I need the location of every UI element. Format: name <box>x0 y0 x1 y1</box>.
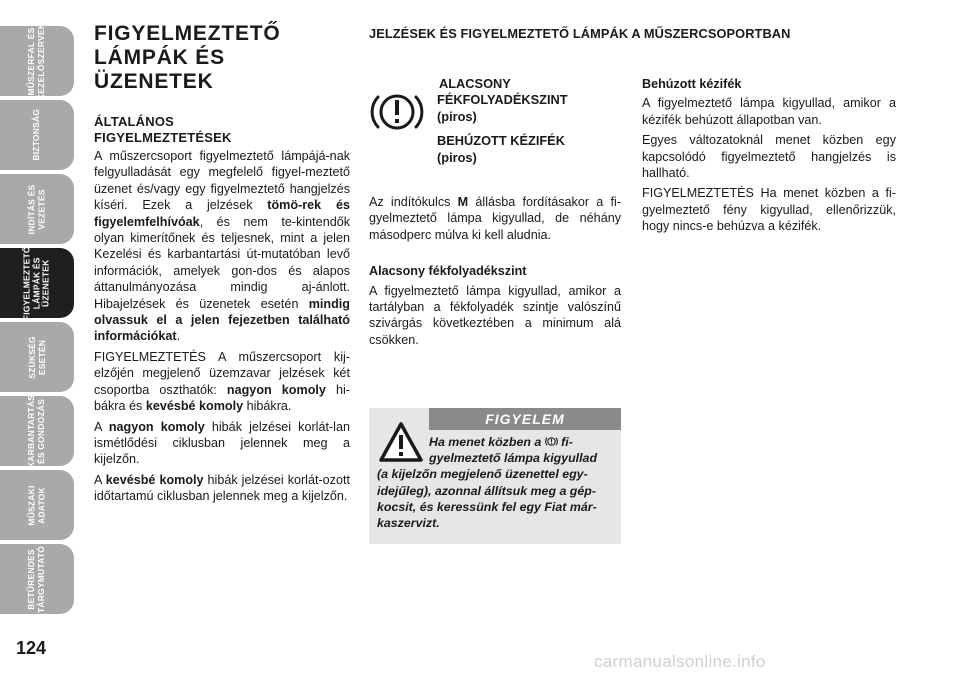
paragraph: A figyelmeztető lámpa kigyullad, amikor a kézifék behúzott állapotban van. <box>642 96 896 127</box>
tab-label: BETŰRENDES TÁRGYMUTATÓ <box>26 545 46 613</box>
caution-line: gyelmeztető lámpa kigyullad <box>429 451 598 466</box>
paragraph <box>94 419 350 468</box>
tab-index[interactable] <box>0 544 74 614</box>
page-title <box>94 22 350 94</box>
text-bold: kevésbé komoly <box>105 472 204 487</box>
paragraph <box>369 194 621 243</box>
tab-label: KARBANTARTÁS ÉS GONDOZÁS <box>26 394 46 468</box>
text-bold: kevésbé komoly <box>145 399 244 414</box>
subtitle-line: FIGYELMEZTETÉSEK <box>94 130 232 145</box>
brake-warning-lamp-block <box>369 76 625 166</box>
text: állásba fordításakor a fi-gyelmeztető lámpa kigyullad, de néhány másodperc múlva ki kell aludnia. <box>369 195 621 242</box>
page-title-line: LÁMPÁK ÉS ÜZENETEK <box>94 46 225 93</box>
text-bold: M <box>457 195 469 209</box>
tab-label: BIZTONSÁG <box>31 109 42 161</box>
text-bold: nagyon komoly <box>226 382 326 397</box>
tab-starting-driving[interactable] <box>0 174 74 244</box>
subtitle-line: ÁLTALÁNOS <box>94 114 175 129</box>
brake-lamp-description <box>369 194 621 352</box>
text-bold: tömö-rek és figyelemfelhívóak <box>94 198 350 229</box>
lamp-title-line: ALACSONY <box>439 76 511 91</box>
paragraph: FIGYELMEZTETÉS Ha menet közben a fi-gyelmeztető fény kigyullad, ellenőrizzük, hogy nincs-e behúzva a kézifék. <box>642 186 896 234</box>
tab-emergency[interactable] <box>0 322 74 392</box>
brake-warning-icon <box>369 84 425 140</box>
paragraph: Egyes változatoknál menet közben egy kapcsolódó figyelmeztető hangjelzés is hallható. <box>642 133 896 181</box>
page-title-line: FIGYELMEZTETŐ <box>94 22 281 45</box>
text: , és nem te-kintendők olyan kimerítőnek és teljesnek, mint a jelen Kezelési és karbantartási út-mutatóban levő információk, amelyek gon-dos és alapos áttanulmányozása mindig aj-ánlott. Hibajelzések és üzenetek esetén <box>94 214 350 311</box>
caution-title: FIGYELEM <box>429 408 621 430</box>
text: A <box>94 472 106 487</box>
tab-dashboard-controls[interactable] <box>0 22 74 100</box>
text: Az indítókulcs <box>369 195 458 209</box>
tab-label: FIGYELMEZTETŐ LÁMPÁK ÉS ÜZENETEK <box>21 246 51 320</box>
lamp-title-line: FÉKFOLYADÉKSZINT <box>437 92 568 108</box>
tab-maintenance[interactable] <box>0 396 74 466</box>
chapter-sidebar <box>0 0 78 677</box>
tab-safety[interactable] <box>0 100 74 170</box>
text: A <box>94 419 109 434</box>
tab-label: INDÍTÁS ÉS VEZETÉS <box>26 184 46 234</box>
page-number: 124 <box>16 638 47 658</box>
subheading: Alacsony fékfolyadékszint <box>369 264 527 279</box>
caution-text <box>377 434 615 531</box>
tab-label: MŰSZERFAL ÉS KEZELŐSZERVEK <box>26 22 47 100</box>
caution-box <box>369 408 621 544</box>
text: . <box>176 329 181 344</box>
lamp-title-line: (piros) <box>437 149 477 165</box>
section-heading: JELZÉSEK ÉS FIGYELMEZTETŐ LÁMPÁK A MŰSZERCSOPORTBAN <box>369 26 791 41</box>
caution-line: kocsit, és keressünk fel egy Fiat már- <box>377 499 597 514</box>
column-handbrake <box>642 76 896 239</box>
tab-warning-lights[interactable] <box>0 248 74 318</box>
text: hibák jelzései korlát-lan ismétlődési ciklusban jelennek meg a kijelzőn. <box>94 419 350 467</box>
text-bold: mindig olvassuk el a jelen fejezetben található információkat <box>94 296 350 344</box>
caution-line: idejűleg), azonnal állítsuk meg a gép- <box>377 483 596 498</box>
text: hibákra. <box>243 399 292 414</box>
paragraph <box>94 472 350 505</box>
section-subtitle <box>94 114 350 146</box>
paragraph <box>94 349 350 415</box>
tab-label: MŰSZAKI ADATOK <box>26 484 46 526</box>
tab-technical-data[interactable] <box>0 470 74 540</box>
text-bold: nagyon komoly <box>108 419 205 434</box>
caution-line: kaszervizt. <box>377 516 440 531</box>
lamp-title <box>437 76 627 166</box>
text: Ha menet közben a <box>429 435 545 449</box>
lamp-title-line: BEHÚZOTT KÉZIFÉK <box>437 133 565 149</box>
caution-line: (a kijelzőn megjelenő üzenettel egy- <box>377 467 588 482</box>
paragraph <box>94 148 350 345</box>
caution-line <box>377 434 615 450</box>
text: hibák jelzései korlát-ozott időtartamú ciklusban jelennek meg a kijelzőn. <box>94 472 350 504</box>
column-general-warnings <box>94 22 350 509</box>
paragraph: A figyelmeztető lámpa kigyullad, amikor a tartályban a fékfolyadék szintje valószínű szivárgás következtében a minimum alá csökken. <box>369 283 621 347</box>
text: hi-bákra és <box>94 382 351 414</box>
text: FIGYELMEZTETÉS A műszercsoport kij-elzőjén megjelenő üzemzavar jelzések két csoportba oszthatók: <box>94 349 350 397</box>
tab-label: SZÜKSÉG ESETÉN <box>26 335 46 379</box>
text: fi- <box>557 435 573 449</box>
lamp-title-line: (piros) <box>437 108 477 124</box>
brake-warning-icon <box>545 435 558 448</box>
watermark: carmanualsonline.info <box>594 652 766 671</box>
text: A műszercsoport figyelmeztető lámpájá-nak felgyulladását egy megfelelő figyel-meztető üzenet és/vagy egy figyelmeztető hangjelzés kíséri. Ezek a jelzések <box>94 149 350 213</box>
subheading: Behúzott kézifék <box>642 77 742 91</box>
